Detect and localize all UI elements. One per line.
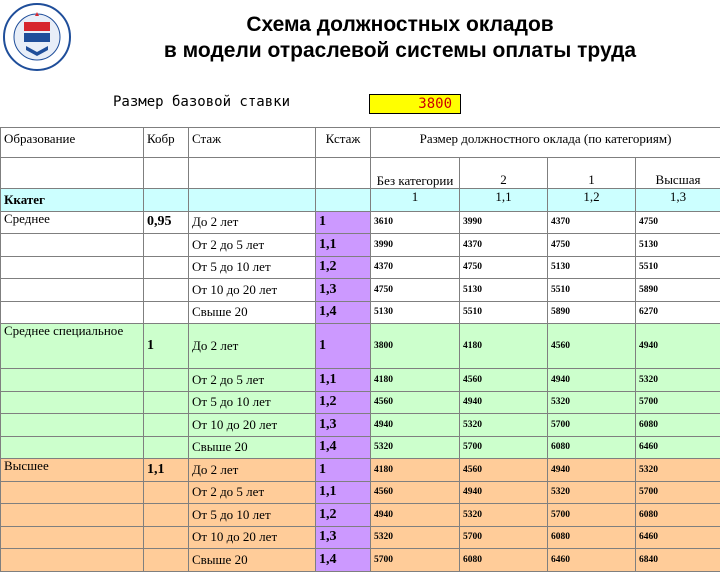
stazh-cell: До 2 лет [189, 459, 316, 482]
salary-cell: 5320 [371, 436, 460, 459]
table-row [1, 234, 720, 257]
salary-cell: 6080 [636, 504, 720, 527]
salary-cell: 5320 [548, 481, 636, 504]
salary-cell: 5130 [636, 234, 720, 257]
title-line-1: Схема должностных окладов [80, 12, 720, 38]
kobr-cell [144, 279, 189, 302]
salary-cell: 4560 [460, 459, 548, 482]
salary-cell: 4940 [371, 414, 460, 437]
kobr-cell: 1,1 [144, 459, 189, 482]
salary-cell: 6270 [636, 301, 720, 324]
salary-cell: 4180 [460, 324, 548, 369]
salary-cell: 5320 [460, 414, 548, 437]
education-cell [1, 391, 144, 414]
salary-cell: 4750 [636, 211, 720, 234]
table-row [1, 459, 720, 482]
table-row [1, 549, 720, 572]
salary-cell: 5700 [548, 414, 636, 437]
kobr-cell [144, 504, 189, 527]
salary-cell: 3990 [371, 234, 460, 257]
salary-cell: 5700 [548, 504, 636, 527]
education-cell [1, 369, 144, 392]
kobr-cell [144, 436, 189, 459]
stazh-cell: До 2 лет [189, 211, 316, 234]
salary-cell: 6080 [636, 414, 720, 437]
stazh-cell: От 2 до 5 лет [189, 234, 316, 257]
salary-cell: 5320 [636, 459, 720, 482]
stazh-cell: От 2 до 5 лет [189, 369, 316, 392]
table-row [1, 301, 720, 324]
table-row [1, 211, 720, 234]
title-line-2: в модели отраслевой системы оплаты труда [80, 38, 720, 64]
salary-cell: 4940 [371, 504, 460, 527]
education-cell [1, 526, 144, 549]
kobr-cell [144, 391, 189, 414]
salary-cell: 6460 [636, 526, 720, 549]
table-row [1, 369, 720, 392]
stazh-cell: От 10 до 20 лет [189, 526, 316, 549]
header-kkateg: Ккатег [1, 189, 144, 212]
kstazh-cell: 1 [316, 459, 371, 482]
header-kstazh: Кстаж [316, 128, 371, 158]
stazh-cell: До 2 лет [189, 324, 316, 369]
kobr-cell [144, 549, 189, 572]
stazh-cell: От 10 до 20 лет [189, 279, 316, 302]
salary-cell: 5700 [636, 391, 720, 414]
salary-cell: 3610 [371, 211, 460, 234]
salary-cell: 6080 [548, 526, 636, 549]
education-cell [1, 279, 144, 302]
kobr-cell [144, 481, 189, 504]
salary-cell: 5510 [548, 279, 636, 302]
base-rate-label: Размер базовой ставки [113, 94, 290, 110]
salary-cell: 5510 [636, 256, 720, 279]
kstazh-cell: 1,2 [316, 504, 371, 527]
kobr-cell: 1 [144, 324, 189, 369]
salary-cell: 4940 [548, 369, 636, 392]
table-row [1, 414, 720, 437]
salary-cell: 5320 [548, 391, 636, 414]
salary-cell: 5130 [371, 301, 460, 324]
kstazh-cell: 1,1 [316, 234, 371, 257]
salary-cell: 4940 [636, 324, 720, 369]
category-name: Высшая [636, 158, 720, 189]
header-kobr: Кобр [144, 128, 189, 158]
kobr-cell [144, 526, 189, 549]
category-coef: 1,2 [548, 189, 636, 212]
base-rate-value: 3800 [369, 94, 461, 114]
salary-cell: 3800 [371, 324, 460, 369]
education-cell: Среднее [1, 211, 144, 234]
salary-cell: 5700 [636, 481, 720, 504]
salary-cell: 4940 [460, 391, 548, 414]
education-cell [1, 234, 144, 257]
kstazh-cell: 1,1 [316, 369, 371, 392]
table-row [1, 391, 720, 414]
kstazh-cell: 1 [316, 211, 371, 234]
kobr-cell [144, 301, 189, 324]
kstazh-cell: 1,1 [316, 481, 371, 504]
kobr-cell [144, 369, 189, 392]
kstazh-cell: 1,2 [316, 256, 371, 279]
salary-table [0, 127, 720, 572]
salary-cell: 4180 [371, 369, 460, 392]
education-cell [1, 481, 144, 504]
category-coef: 1 [371, 189, 460, 212]
salary-cell: 4750 [371, 279, 460, 302]
category-name: 2 [460, 158, 548, 189]
stazh-cell: Свыше 20 [189, 436, 316, 459]
salary-cell: 4560 [548, 324, 636, 369]
salary-cell: 4940 [460, 481, 548, 504]
education-cell [1, 301, 144, 324]
stazh-cell: От 10 до 20 лет [189, 414, 316, 437]
kstazh-cell: 1,3 [316, 279, 371, 302]
stazh-cell: От 5 до 10 лет [189, 391, 316, 414]
logo-emblem-icon [2, 2, 72, 72]
salary-cell: 4180 [371, 459, 460, 482]
header-education: Образование [1, 128, 144, 158]
table-row [1, 256, 720, 279]
stazh-cell: От 5 до 10 лет [189, 504, 316, 527]
education-cell [1, 256, 144, 279]
table-row [1, 504, 720, 527]
salary-cell: 5890 [548, 301, 636, 324]
kstazh-cell: 1,4 [316, 549, 371, 572]
education-cell [1, 504, 144, 527]
salary-cell: 5130 [548, 256, 636, 279]
salary-cell: 6460 [548, 549, 636, 572]
salary-cell: 6080 [548, 436, 636, 459]
category-name: 1 [548, 158, 636, 189]
header-stazh: Стаж [189, 128, 316, 158]
stazh-cell: От 5 до 10 лет [189, 256, 316, 279]
salary-cell: 4370 [371, 256, 460, 279]
stazh-cell: От 2 до 5 лет [189, 481, 316, 504]
header-salary: Размер должностного оклада (по категориям) [371, 128, 720, 158]
education-cell: Среднее специальное [1, 324, 144, 369]
salary-cell: 5320 [636, 369, 720, 392]
page-title [80, 12, 720, 64]
salary-cell: 4370 [460, 234, 548, 257]
salary-cell: 4560 [460, 369, 548, 392]
kobr-cell: 0,95 [144, 211, 189, 234]
category-coef: 1,3 [636, 189, 720, 212]
table-row [1, 279, 720, 302]
kstazh-cell: 1,3 [316, 526, 371, 549]
salary-cell: 6840 [636, 549, 720, 572]
kstazh-cell: 1,4 [316, 436, 371, 459]
category-name: Без категории [371, 158, 460, 189]
salary-cell: 5700 [460, 436, 548, 459]
salary-cell: 5890 [636, 279, 720, 302]
salary-cell: 4940 [548, 459, 636, 482]
kstazh-cell: 1 [316, 324, 371, 369]
table-row [1, 324, 720, 369]
salary-cell: 4560 [371, 391, 460, 414]
kobr-cell [144, 234, 189, 257]
education-cell [1, 549, 144, 572]
category-coef: 1,1 [460, 189, 548, 212]
kstazh-cell: 1,4 [316, 301, 371, 324]
salary-cell: 5320 [460, 504, 548, 527]
salary-cell: 5700 [460, 526, 548, 549]
table-row [1, 481, 720, 504]
salary-cell: 4560 [371, 481, 460, 504]
kobr-cell [144, 256, 189, 279]
salary-cell: 4370 [548, 211, 636, 234]
stazh-cell: Свыше 20 [189, 301, 316, 324]
salary-cell: 4750 [548, 234, 636, 257]
table-row [1, 526, 720, 549]
salary-cell: 5130 [460, 279, 548, 302]
education-cell: Высшее [1, 459, 144, 482]
salary-cell: 5510 [460, 301, 548, 324]
kobr-cell [144, 414, 189, 437]
salary-cell: 6460 [636, 436, 720, 459]
salary-cell: 5700 [371, 549, 460, 572]
salary-cell: 5320 [371, 526, 460, 549]
salary-cell: 6080 [460, 549, 548, 572]
kstazh-cell: 1,2 [316, 391, 371, 414]
kstazh-cell: 1,3 [316, 414, 371, 437]
education-cell [1, 414, 144, 437]
table-row [1, 436, 720, 459]
stazh-cell: Свыше 20 [189, 549, 316, 572]
education-cell [1, 436, 144, 459]
salary-cell: 4750 [460, 256, 548, 279]
salary-cell: 3990 [460, 211, 548, 234]
